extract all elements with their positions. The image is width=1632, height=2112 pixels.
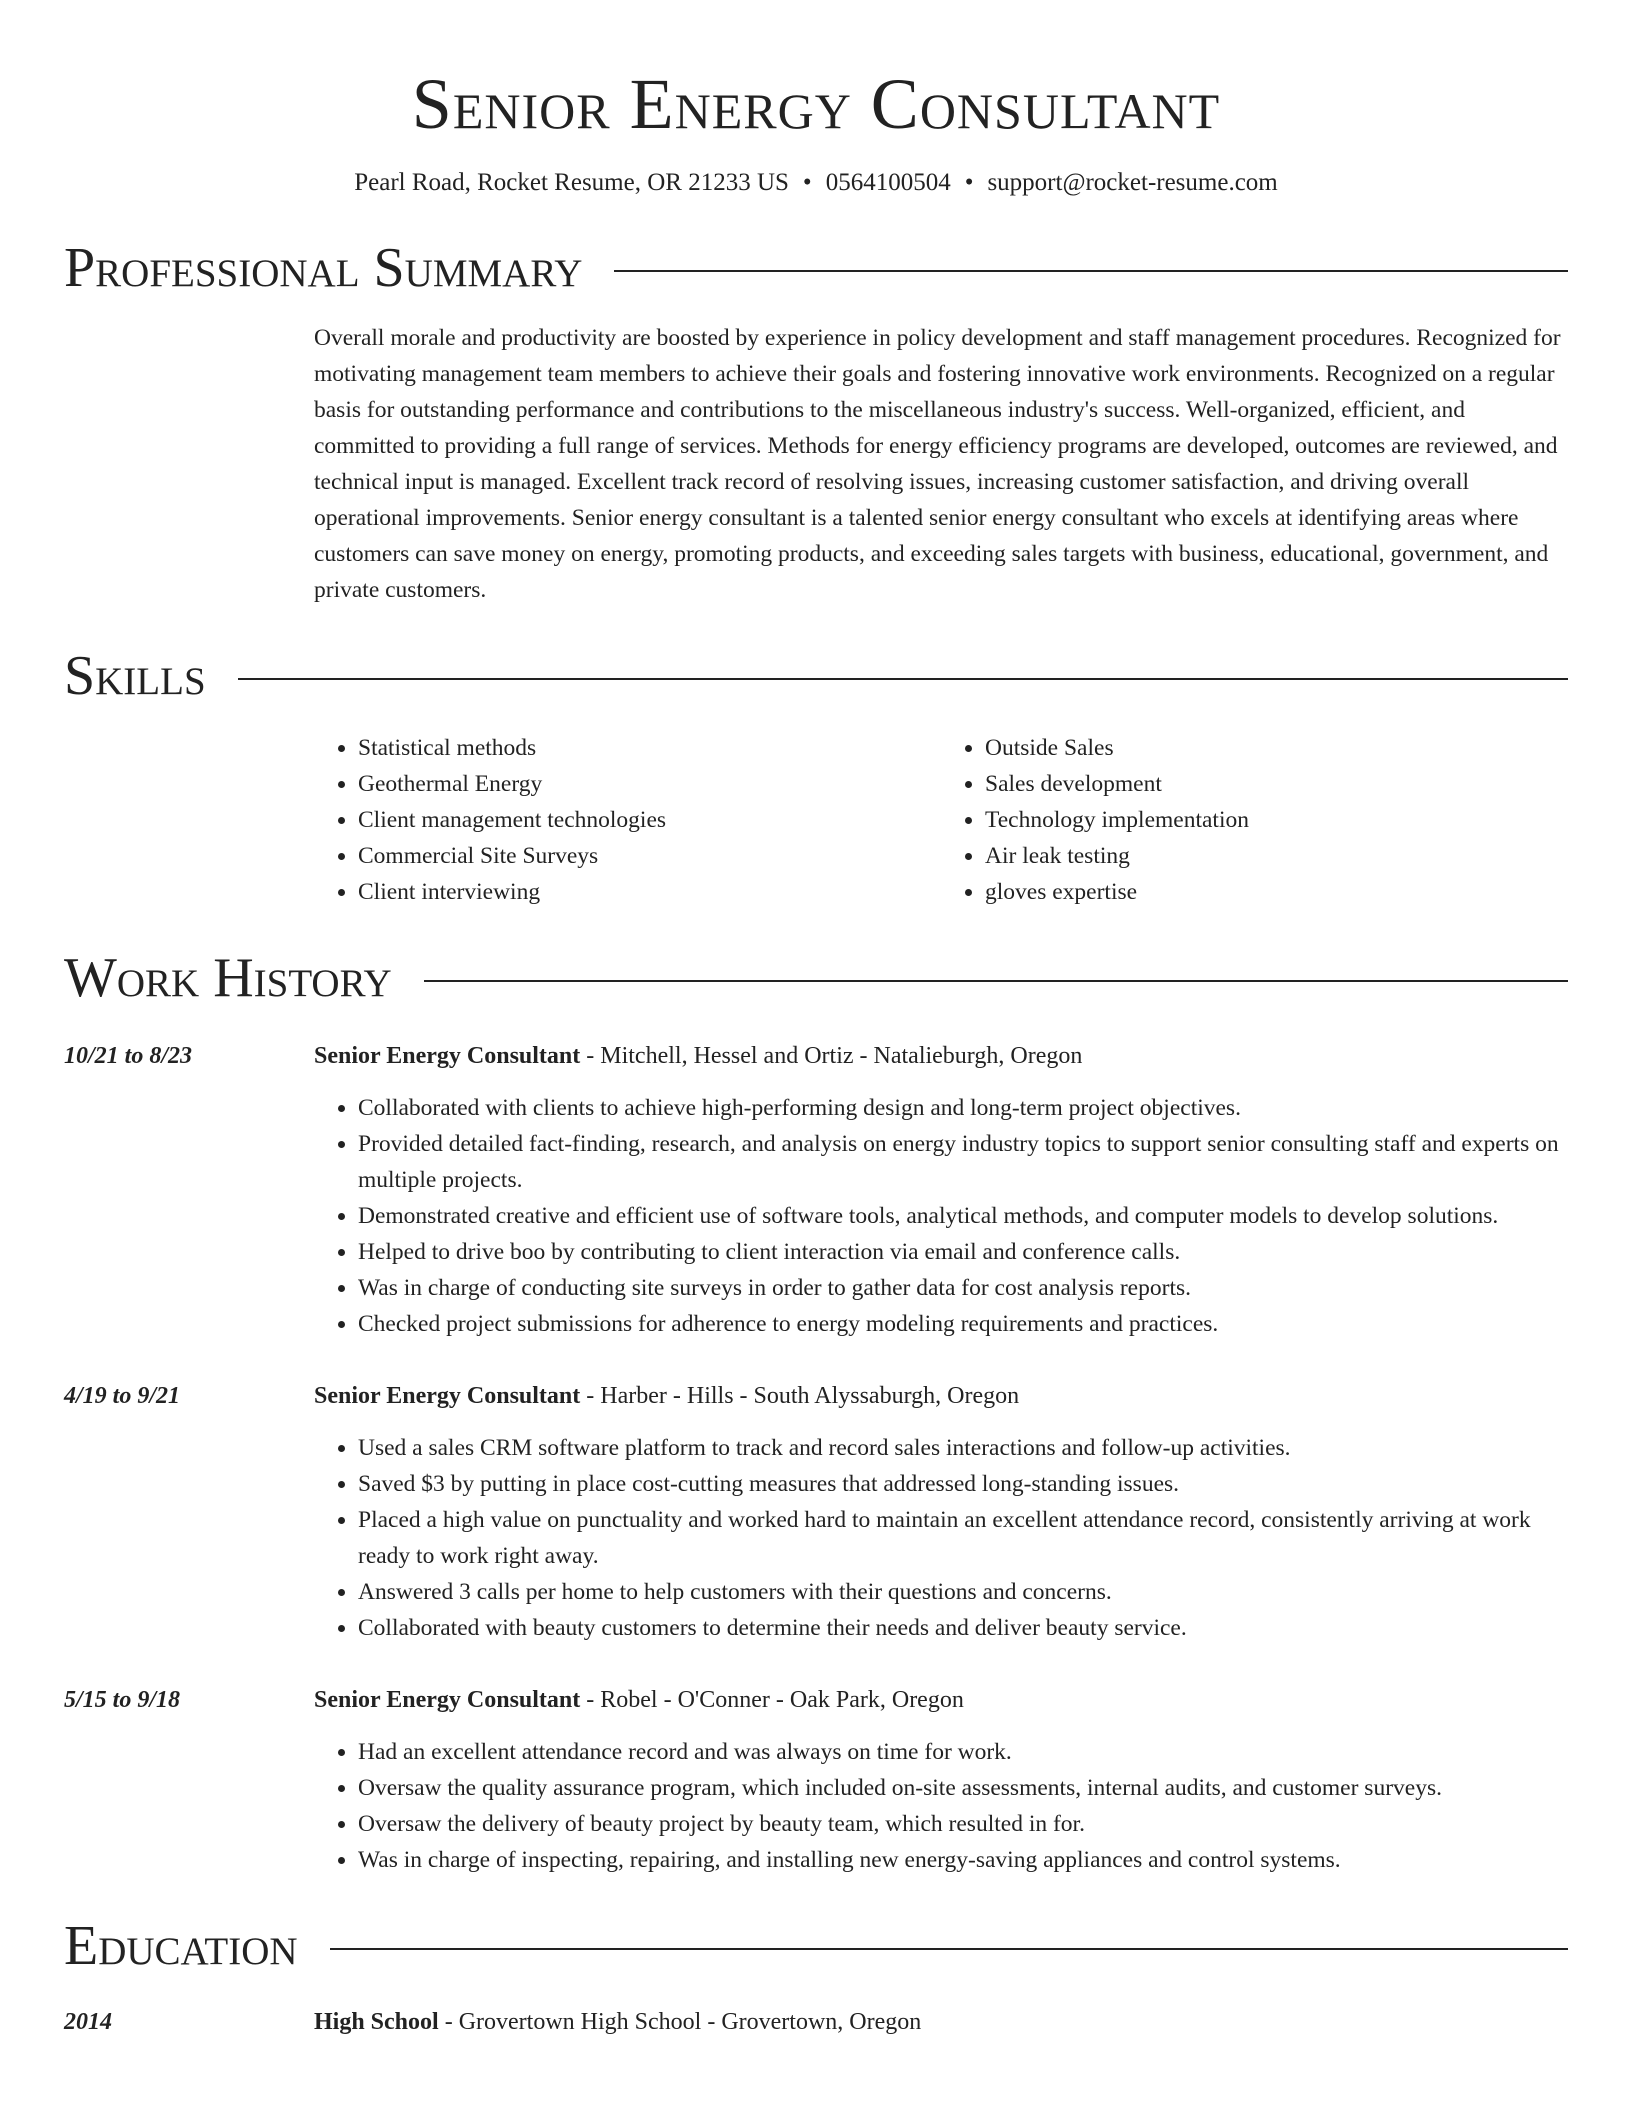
contact-email: support@rocket-resume.com xyxy=(987,169,1278,196)
job-bullet: • Collaborated with clients to achieve high-performing design and long-term project objectives. xyxy=(358,1090,1568,1126)
education-title-line xyxy=(314,2004,1568,2040)
skill-item: • Air leak testing xyxy=(985,838,1568,874)
skills-column-left xyxy=(314,730,941,910)
education-date: 2014 xyxy=(64,2009,112,2035)
section-divider xyxy=(330,1948,1568,1950)
contact-separator: • xyxy=(802,169,812,196)
contact-address: Pearl Road, Rocket Resume, OR 21233 US xyxy=(354,169,789,196)
job-employer: - Harber - Hills - South Alyssaburgh, Oregon xyxy=(580,1383,1020,1409)
job-bullet: • Demonstrated creative and efficient use of software tools, analytical methods, and computer models to develop solutions. xyxy=(358,1198,1568,1234)
education-section-header xyxy=(64,1914,1568,1978)
skills-list xyxy=(314,730,1568,910)
education-body xyxy=(314,2004,1568,2040)
job-bullet: • Was in charge of inspecting, repairing, and installing new energy-saving appliances and control systems. xyxy=(358,1842,1568,1878)
job-body xyxy=(314,1682,1568,1878)
job-entry xyxy=(64,1378,1568,1646)
job-employer: - Robel - O'Conner - Oak Park, Oregon xyxy=(580,1687,964,1713)
skill-item: • Client interviewing xyxy=(358,874,941,910)
job-entry xyxy=(64,1038,1568,1342)
work-section-header xyxy=(64,946,1568,1010)
job-title-line xyxy=(314,1378,1568,1414)
skill-item: • Statistical methods xyxy=(358,730,941,766)
contact-phone: 0564100504 xyxy=(825,169,951,196)
job-employer: - Mitchell, Hessel and Ortiz - Natalieburgh, Oregon xyxy=(580,1043,1083,1069)
job-title-line xyxy=(314,1038,1568,1074)
education-degree: High School xyxy=(314,2009,439,2035)
job-role: Senior Energy Consultant xyxy=(314,1383,581,1409)
job-bullet: • Oversaw the delivery of beauty project by beauty team, which resulted in for. xyxy=(358,1806,1568,1842)
job-bullet: • Saved $3 by putting in place cost-cutting measures that addressed long-standing issues. xyxy=(358,1466,1568,1502)
job-bullets xyxy=(314,1430,1568,1646)
skill-item: • Client management technologies xyxy=(358,802,941,838)
job-bullet: • Collaborated with beauty customers to determine their needs and deliver beauty service. xyxy=(358,1610,1568,1646)
skills-heading: Skills xyxy=(64,645,206,707)
skill-item: • Technology implementation xyxy=(985,802,1568,838)
skill-item: • Sales development xyxy=(985,766,1568,802)
education-heading: Education xyxy=(64,1915,298,1977)
job-dates: 5/15 to 9/18 xyxy=(64,1687,181,1713)
job-dates: 10/21 to 8/23 xyxy=(64,1043,193,1069)
job-body xyxy=(314,1038,1568,1342)
job-dates: 4/19 to 9/21 xyxy=(64,1383,181,1409)
job-title-line xyxy=(314,1682,1568,1718)
job-bullet: • Oversaw the quality assurance program, which included on-site assessments, internal audits, and customer surveys. xyxy=(358,1770,1568,1806)
skill-item: • Geothermal Energy xyxy=(358,766,941,802)
job-body xyxy=(314,1378,1568,1646)
job-bullet: • Used a sales CRM software platform to track and record sales interactions and follow-up activities. xyxy=(358,1430,1568,1466)
contact-line xyxy=(64,166,1568,200)
job-bullet: • Had an excellent attendance record and was always on time for work. xyxy=(358,1734,1568,1770)
job-entry xyxy=(64,1682,1568,1878)
job-role: Senior Energy Consultant xyxy=(314,1043,581,1069)
work-heading: Work History xyxy=(64,947,392,1009)
summary-heading: Professional Summary xyxy=(64,237,583,299)
skills-column-right xyxy=(941,730,1568,910)
section-divider xyxy=(614,270,1568,272)
education-entry xyxy=(64,2004,1568,2040)
job-bullet: • Answered 3 calls per home to help customers with their questions and concerns. xyxy=(358,1574,1568,1610)
job-bullets xyxy=(314,1734,1568,1878)
job-bullet: • Was in charge of conducting site surveys in order to gather data for cost analysis reports. xyxy=(358,1270,1568,1306)
job-bullet: • Placed a high value on punctuality and worked hard to maintain an excellent attendance record, consistently arriving at work ready to work right away. xyxy=(358,1502,1568,1574)
job-bullets xyxy=(314,1090,1568,1342)
job-role: Senior Energy Consultant xyxy=(314,1687,581,1713)
contact-separator: • xyxy=(964,169,974,196)
skill-item: • Commercial Site Surveys xyxy=(358,838,941,874)
page-title: Senior Energy Consultant xyxy=(411,64,1221,144)
job-bullet: • Provided detailed fact-finding, research, and analysis on energy industry topics to support senior consulting staff and experts on multiple projects. xyxy=(358,1126,1568,1198)
education-school: - Grovertown High School - Grovertown, Oregon xyxy=(438,2009,922,2035)
job-bullet: • Checked project submissions for adherence to energy modeling requirements and practices. xyxy=(358,1306,1568,1342)
skill-item: • Outside Sales xyxy=(985,730,1568,766)
skills-section-header xyxy=(64,644,1568,708)
section-divider xyxy=(424,980,1568,982)
section-divider xyxy=(238,678,1568,680)
skill-item: • gloves expertise xyxy=(985,874,1568,910)
job-bullet: • Helped to drive boo by contributing to client interaction via email and conference calls. xyxy=(358,1234,1568,1270)
summary-section-header xyxy=(64,236,1568,300)
summary-text: Overall morale and productivity are boosted by experience in policy development and staff management procedures. Recognized for motivating management team members to achieve their goals and fostering innovative work environments. Recognized on a regular basis for outstanding performance and contributions to the miscellaneous industry's success. Well-organized, efficient, and committed to providing a full range of services. Methods for energy efficiency programs are developed, outcomes are reviewed, and technical input is managed. Excellent track record of resolving issues, increasing customer satisfaction, and driving overall operational improvements. Senior energy consultant is a talented senior energy consultant who excels at identifying areas where customers can save money on energy, promoting products, and exceeding sales targets with business, educational, government, and private customers. xyxy=(314,325,1561,603)
